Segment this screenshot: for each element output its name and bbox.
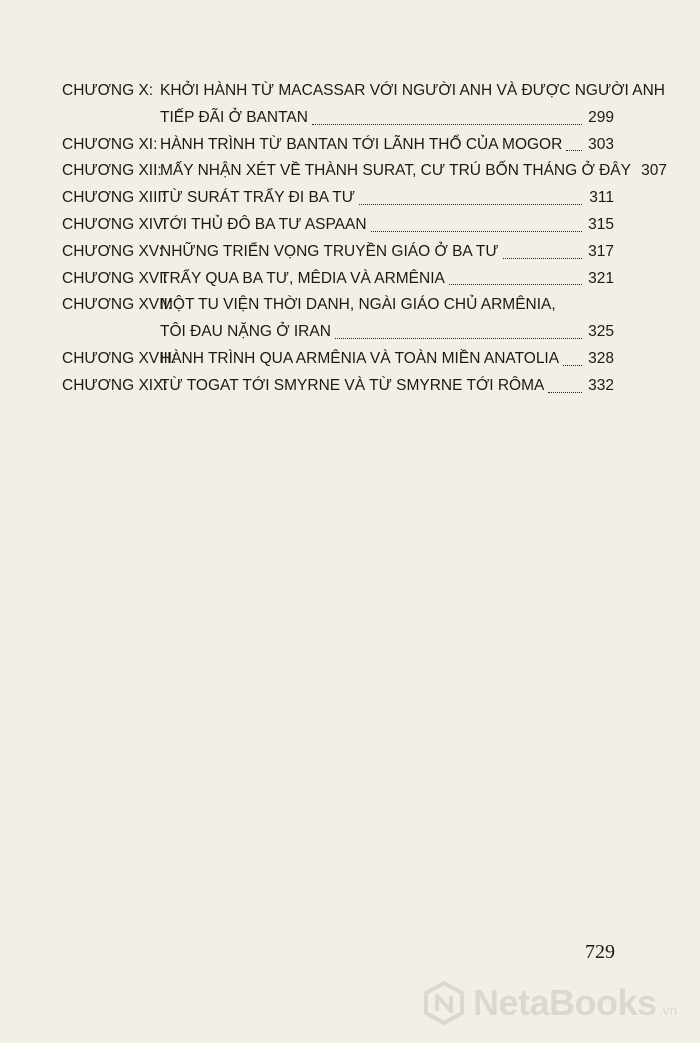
toc-entry [62, 346, 614, 373]
page-number: 729 [585, 941, 615, 963]
toc-leader-dots [371, 231, 582, 232]
toc-chapter-label: CHƯƠNG X: [62, 82, 154, 99]
table-of-contents [62, 78, 667, 400]
toc-chapter-title: MẤY NHẬN XÉT VỀ THÀNH SURAT, CƯ TRÚ BỐN THÁNG Ở ĐÂY [160, 162, 631, 180]
toc-page-number: 317 [588, 242, 614, 260]
toc-entry [62, 373, 614, 400]
toc-leader-dots [359, 204, 582, 205]
toc-chapter-label: CHƯƠNG XIX: [62, 376, 168, 394]
toc-chapter-label: CHƯƠNG XI: [62, 135, 158, 153]
toc-chapter-title: TÔI ĐAU NẶNG Ở IRAN [160, 323, 331, 341]
toc-page-number: 311 [589, 189, 614, 207]
toc-chapter-title: TỪ SURÁT TRẨY ĐI BA TƯ [160, 189, 356, 207]
toc-page-number: 307 [641, 162, 667, 180]
toc-page-number: 321 [588, 269, 614, 287]
toc-chapter-title: TRẨY QUA BA TƯ, MÊDIA VÀ ARMÊNIA [160, 269, 445, 287]
toc-leader-dots [312, 124, 582, 125]
toc-chapter-label: CHƯƠNG XV: [62, 242, 163, 260]
toc-chapter-title: HÀNH TRÌNH TỪ BANTAN TỚI LÃNH THỔ CỦA MOGOR [160, 135, 563, 153]
toc-chapter-label: CHƯƠNG XIII: [62, 189, 167, 207]
toc-entry-continuation [62, 319, 614, 346]
toc-leader-dots [449, 284, 582, 285]
toc-leader-dots [563, 365, 582, 366]
toc-entry [62, 158, 667, 185]
toc-entry [62, 185, 614, 212]
watermark-brand: NetaBooks [473, 982, 657, 1023]
toc-leader-dots [503, 258, 582, 259]
toc-entry [62, 239, 614, 266]
toc-chapter-title: TỚI THỦ ĐÔ BA TƯ ASPAAN [160, 215, 367, 233]
toc-entry [62, 292, 614, 319]
toc-chapter-title: TỪ TOGAT TỚI SMYRNE VÀ TỪ SMYRNE TỚI RÔMA [160, 376, 545, 394]
toc-entry-continuation [62, 105, 614, 132]
watermark-tld: .vn [658, 1002, 678, 1018]
toc-chapter-title: NHỮNG TRIỂN VỌNG TRUYỀN GIÁO Ở BA TƯ [160, 242, 499, 260]
toc-chapter-title: MỘT TU VIỆN THỜI DANH, NGÀI GIÁO CHỦ ARMÊNIA, [160, 296, 556, 314]
toc-entry [62, 266, 614, 293]
toc-page-number: 315 [588, 215, 614, 233]
toc-entry [62, 132, 614, 159]
toc-page-number: 328 [588, 349, 614, 367]
toc-leader-dots [548, 392, 582, 393]
toc-entry [62, 78, 665, 105]
toc-page-number: 299 [588, 108, 614, 126]
toc-chapter-title: HÀNH TRÌNH QUA ARMÊNIA VÀ TOÀN MIỀN ANATOLIA [160, 349, 560, 367]
toc-chapter-label: CHƯƠNG XVII: [62, 296, 173, 314]
watermark [421, 978, 677, 1028]
toc-chapter-label: CHƯƠNG XVI: [62, 269, 168, 287]
toc-chapter-label: CHƯƠNG XVIII: [62, 349, 177, 367]
toc-page-number: 332 [588, 376, 614, 394]
toc-page-number: 325 [588, 323, 614, 341]
toc-chapter-title: KHỞI HÀNH TỪ MACASSAR VỚI NGƯỜI ANH VÀ ĐƯỢC NGƯỜI ANH [160, 82, 665, 99]
toc-leader-dots [335, 338, 582, 339]
toc-entry [62, 212, 614, 239]
toc-chapter-label: CHƯƠNG XIV: [62, 215, 168, 233]
toc-chapter-title: TIẾP ĐÃI Ở BANTAN [160, 108, 308, 126]
toc-chapter-label: CHƯƠNG XII: [62, 162, 162, 180]
toc-page-number: 303 [588, 135, 614, 153]
toc-leader-dots [566, 150, 582, 151]
netabooks-logo-icon [421, 980, 467, 1026]
